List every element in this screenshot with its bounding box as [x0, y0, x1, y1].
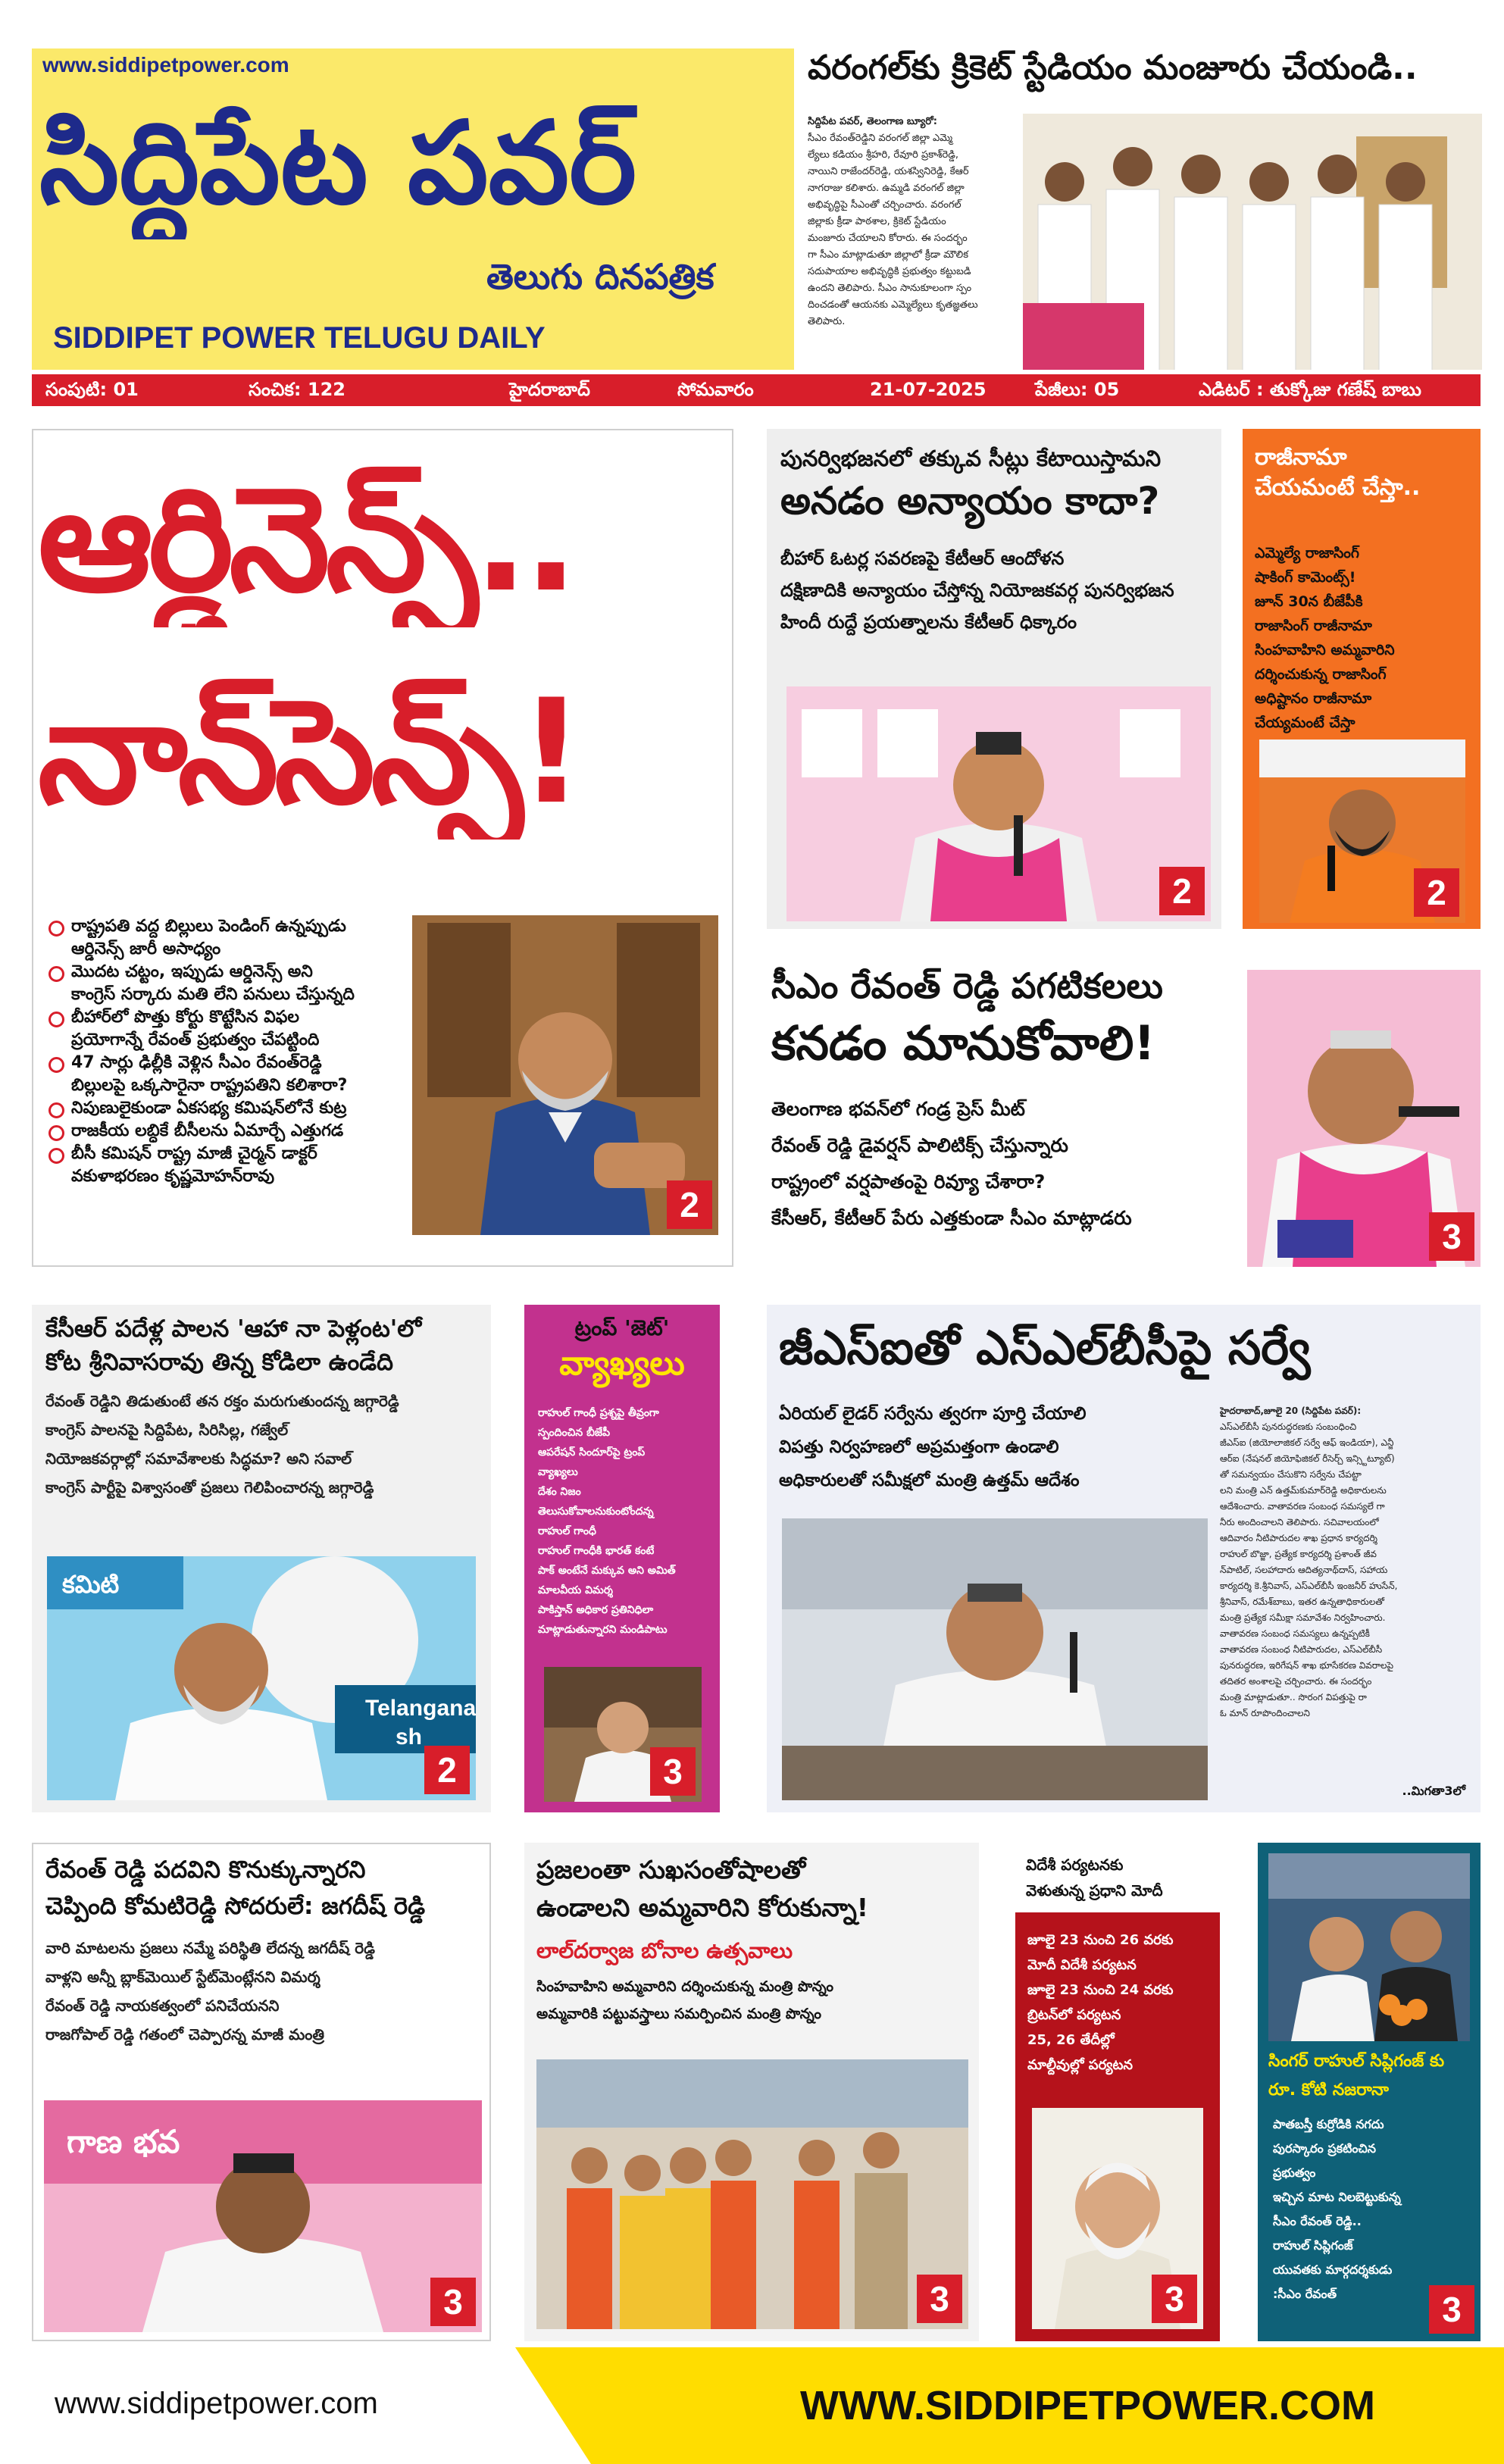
- modi-kicker: విదేశీ పర్యటనకు వెళుతున్న ప్రధాని మోదీ: [1015, 1843, 1220, 1912]
- photo-caption-text: sh: [396, 1724, 423, 1750]
- lead-bullet: నిపుణులైకుండా ఏకసభ్య కమిషన్‌లోనే కుట్ర: [47, 1097, 426, 1120]
- lead-bullet: మొదట చట్టం, ఇప్పుడు ఆర్డినెన్స్ అని కాంగ్రెస్ సర్కారు మతి లేని పనులు చేస్తున్నది: [47, 961, 426, 1006]
- bonalu-lines: సింహవాహిని అమ్మవారిని దర్శించుకున్న మంత్రి పొన్నం అమ్మవారికి పట్టువస్త్రాలు సమర్పించిన మంత్రి పొన్నం: [536, 1978, 834, 2022]
- info-pages: పేజీలు: 05: [1035, 379, 1120, 400]
- masthead-title: సిద్దిపేట పవర్: [39, 98, 637, 230]
- gandra-headline-1: సీఎం రేవంత్ రెడ్డి పగటికలలు: [771, 965, 1163, 1006]
- bonalu-photo: [536, 2059, 968, 2329]
- raja-kicker: రాజీనామా చేయమంటే చేస్తా..: [1255, 444, 1421, 501]
- page-ref-badge[interactable]: 3: [430, 2278, 476, 2326]
- page-ref-badge[interactable]: 3: [650, 1747, 696, 1796]
- info-date: 21-07-2025: [870, 379, 987, 400]
- bonalu-group-photo-illustration: [536, 2059, 968, 2329]
- ktr-kicker: పునర్విభజనలో తక్కువ సీట్లు కేటాయిస్తామని: [780, 446, 1162, 471]
- page-ref-badge[interactable]: 3: [1152, 2275, 1197, 2323]
- rahul-lines: పాతబస్తీ కుర్రోడికి నగదు పురస్కారం ప్రకటించిన ప్రభుత్వం ఇచ్చిన మాట నిలబెట్టుకున్న సీఎం రేవంత్ రెడ్డి.. రాహుల్ సిప్లిగంజ్ యువతకు మార్గదర్శకుడు :సీఎం రేవంత్: [1273, 2117, 1401, 2301]
- bonalu-headline-1: ప్రజలంతా సుఖసంతోషాలతో: [536, 1855, 806, 1884]
- info-day: సోమవారం: [677, 379, 754, 400]
- jaggareddy-story[interactable]: [32, 1305, 491, 1812]
- page-ref-badge[interactable]: 3: [1429, 1212, 1474, 1261]
- ktr-photo-illustration: [786, 686, 1211, 921]
- gandra-headline-2: కనడం మానుకోవాలి!: [771, 1015, 1155, 1071]
- gandra-lines: తెలంగాణ భవన్‌లో గండ్ర ప్రెస్ మీట్ రేవంత్ రెడ్డి డైవర్షన్ పాలిటిక్స్ చేస్తున్నారు రాష్ట్రంలో వర్షపాతంపై రివ్యూ చేశారా? కేసీఆర్, కేటీఆర్ పేరు ఎత్తకుండా సీఎం మాట్లాడరు: [771, 1098, 1132, 1229]
- footer-website-left[interactable]: www.siddipetpower.com: [55, 2387, 378, 2420]
- lead-bullet: రాజకీయ లబ్ధికే బీసీలను ఏమార్చే ఎత్తుగడ: [47, 1120, 426, 1143]
- jagadish-story[interactable]: [32, 1843, 491, 2341]
- slbc-photo: [782, 1518, 1208, 1800]
- slbc-column: హైదరాబాద్,జూలై 20 (సిద్దిపేట పవర్): ఎస్ఎల్‌బీసీ పునరుద్ధరణకు సంబంధించి జీఎస్ఐ (జియోలాజికల్ సర్వే ఆఫ్ ఇండియా), ఎన్జీ ఆర్ఐ (నేషనల్ జియోఫిజికల్ రీసెర్చ్ ఇన్స్టిట్యూట్) తో సమన్వయం చేసుకొని సర్వేను చేపట్టా లని మంత్రి ఎన్ ఉత్తమ్‌కుమార్‌రెడ్డి అధికారులను ఆదేశించారు. వాతావరణ సంబంధ సమస్యలే గా నీరు అందించాలని తెలిపారు. సచివాలయంలో ఆదివారం నీటిపారుదల శాఖ ప్రధాన కార్యదర్శి రాహుల్ బొజ్జా, ప్రత్యేక కార్యదర్శి ప్రశాంత్ జీవ న్‌పాటిల్, సలహాదారు ఆదిత్యనాథ్‌దాస్, సహాయ కార్యదర్శి కె.శ్రీనివాస్, ఎస్ఎల్‌బీసీ ఇంజనీర్ హుసేన్, శ్రీనివాస్, రమేశ్‌బాబు, ఇతర ఉన్నతాధికారులతో మంత్రి ప్రత్యేక సమీక్షా సమావేశం నిర్వహించారు. వాతావరణ సంబంధ సమస్యలు ఉన్నప్పటికీ వాతావరణ సంబంధ నీటిపారుదల, ఎస్ఎల్‌బీసీ పునరుద్ధరణ, ఇరిగేషన్ శాఖ భూసేకరణ వివరాలపై తదితర అంశాలపై చర్చించారు. ఈ సందర్భం మంత్రి మాట్లాడుతూ.. సొరంగ విపత్తుపై రా ఓ మాన్ రూపొందించాలని: [1220, 1406, 1398, 1718]
- rahul-sipligunj-photo-illustration: [1268, 1853, 1470, 2041]
- info-city: హైదరాబాద్: [509, 379, 590, 400]
- modi-story[interactable]: [1015, 1843, 1220, 2341]
- lead-bullet: బీహార్‌లో పొత్తు కోర్టు కొట్టేసిన విఫల ప్రయోగాన్నే రేవంత్ ప్రభుత్వం చేపట్టింది: [47, 1006, 426, 1052]
- ktr-lines: బీహార్ ఓటర్ల సవరణపై కేటీఆర్ ఆందోళన దక్షిణాదికి అన్యాయం చేస్తోన్న నియోజకవర్గ పునర్విభజన హిందీ రుద్దే ప్రయత్నాలను కేటీఆర్ ధిక్కారం: [780, 548, 1174, 633]
- info-bar: [32, 374, 1481, 406]
- jagadish-headline-2: చెప్పింది కోమటిరెడ్డి సోదరులే: జగదీష్ రెడ్డి: [45, 1893, 426, 1920]
- trump-photo: [544, 1667, 702, 1802]
- masthead-english: SIDDIPET POWER TELUGU DAILY: [53, 321, 546, 355]
- photo-caption-text: కమిటి: [62, 1570, 120, 1599]
- group-photo-illustration: [1023, 114, 1482, 370]
- footer-website-right[interactable]: WWW.SIDDIPETPOWER.COM: [800, 2383, 1375, 2428]
- slbc-headline: జీఎస్ఐతో ఎస్ఎల్‌బీసీపై సర్వే: [779, 1320, 1311, 1375]
- footer: [0, 2347, 1504, 2464]
- slbc-lines: ఏరియల్ లైడర్ సర్వేను త్వరగా పూర్తి చేయాలి విపత్తు నిర్వహణలో అప్రమత్తంగా ఉండాలి అధికారులతో సమీక్షలో మంత్రి ఉత్తమ్ ఆదేశం: [779, 1404, 1087, 1490]
- uttam-photo-illustration: [782, 1518, 1208, 1800]
- lead-headline-1: ఆర్డినెన్స్..: [38, 456, 574, 624]
- gandra-story[interactable]: [767, 955, 1481, 1273]
- lead-story[interactable]: [32, 429, 733, 1267]
- page-ref-badge[interactable]: 3: [1429, 2285, 1474, 2334]
- lead-bullet: రాష్ట్రపతి వద్ద బిల్లులు పెండింగ్ ఉన్నప్పుడు ఆర్డినెన్స్ జారీ అసాధ్యం: [47, 915, 426, 961]
- lead-headline-2: నాన్‌సెన్స్!: [38, 668, 580, 836]
- info-editor: ఎడిటర్ : తుక్కోజు గణేష్ బాబు: [1199, 379, 1421, 400]
- photo-caption-text: Telangana: [365, 1696, 476, 1721]
- raja-story[interactable]: [1243, 429, 1481, 929]
- jagadish-headline-1: రేవంత్ రెడ్డి పదవిని కొనుక్కున్నారని: [45, 1856, 366, 1884]
- masthead-website[interactable]: www.siddipetpower.com: [42, 53, 289, 77]
- slbc-continued[interactable]: ..మిగతా3లో: [1402, 1784, 1465, 1798]
- page-ref-badge[interactable]: 2: [424, 1746, 470, 1794]
- trump-lines: రాహుల్ గాంధీ ప్రశ్నపై తీవ్రంగా స్పందించిన బీజేపీ ఆపరేషన్ సిందూర్‌పై ట్రంప్ వ్యాఖ్యలు దేశం నిజం తెలుసుకోవాలనుకుంటోందన్న రాహుల్ గాంధీ రాహుల్ గాంధీకి భారత్ కంటే పాక్ అంటేనే మక్కువ అని అమిత్ మాలవీయ విమర్శ పాకిస్తాన్ అధికార ప్రతినిధిలా మాట్లాడుతున్నారని మండిపాటు: [538, 1407, 676, 1636]
- top-story: [808, 48, 1482, 370]
- jaggareddy-lines: రేవంత్ రెడ్డిని తిడుతుంటే తన రక్తం మరుగుతుందన్న జగ్గారెడ్డి కాంగ్రెస్ పాలనపై సిద్దిపేట, సిరిసిల్ల, గజ్వేల్ నియోజకవర్గాల్లో సమావేశాలకు సిద్ధమా? అని సవాల్ కాంగ్రెస్ పార్టీపై విశ్వాసంతో ప్రజలు గెలిపించారన్న జగ్గారెడ్డి: [45, 1392, 399, 1496]
- lead-bullets: [47, 915, 426, 1188]
- trump-story[interactable]: [524, 1305, 720, 1812]
- raja-lines: ఎమ్మెల్యే రాజాసింగ్ షాకింగ్ కామెంట్స్! జూన్ 30న బీజేపీకి రాజాసింగ్ రాజీనామా సింహవాహిని అమ్మవారిని దర్శించుకున్న రాజాసింగ్ అధిష్టానం రాజీనామా చేయ్యమంటే చేస్తా: [1255, 545, 1395, 731]
- page-ref-badge[interactable]: 2: [1414, 868, 1459, 917]
- page-ref-badge[interactable]: 3: [917, 2275, 962, 2323]
- jagadish-lines: వారి మాటలను ప్రజలు నమ్మే పరిస్థితి లేదన్న జగదీష్ రెడ్డి వాళ్లని అన్నీ బ్లాక్‌మెయిల్ స్టేట్‌మెంట్లేనని విమర్శ రేవంత్ రెడ్డి నాయకత్వంలో పనిచేయనని రాజగోపాల్ రెడ్డి గతంలో చెప్పారన్న మాజీ మంత్రి: [45, 1939, 375, 2043]
- lead-photo: [412, 915, 718, 1235]
- jagadish-photo: [44, 2100, 482, 2332]
- lead-bullet: 47 సార్లు ఢిల్లీకి వెళ్లిన సీఎం రేవంత్‌రెడ్డి బిల్లులపై ఒక్కసారైనా రాష్ట్రపతిని కలిశారా?: [47, 1052, 426, 1097]
- bonalu-sub: లాల్‌దర్వాజ బోనాల ఉత్సవాలు: [536, 1938, 793, 1963]
- rahul-story[interactable]: [1258, 1843, 1481, 2341]
- ktr-headline: అనడం అన్యాయం కాదా?: [780, 479, 1160, 523]
- info-issue: సంచిక: 122: [249, 379, 346, 400]
- top-story-photo: [1023, 114, 1482, 370]
- page-ref-badge[interactable]: 2: [667, 1180, 712, 1229]
- masthead-tagline: తెలుగు దినపత్రిక: [486, 256, 714, 297]
- trump-kicker: ట్రంప్ 'జెట్': [574, 1315, 670, 1340]
- lead-bullet: బీసీ కమిషన్ రాష్ట్ర మాజీ చైర్మన్ డాక్టర్ వకుళాభరణం కృష్ణమోహన్‌రావు: [47, 1143, 426, 1188]
- gandra-photo: [1247, 970, 1481, 1267]
- bonalu-story[interactable]: [524, 1843, 979, 2341]
- jaggareddy-headline-1: కేసీఆర్ పదేళ్ల పాలన 'ఆహా నా పెళ్లంట'లో: [45, 1315, 422, 1343]
- trump-headline: వ్యాఖ్యలు: [559, 1344, 685, 1383]
- bonalu-headline-2: ఉండాలని అమ్మవారిని కోరుకున్నా!: [536, 1893, 868, 1922]
- masthead-box: [32, 48, 794, 370]
- slbc-story[interactable]: [767, 1305, 1481, 1812]
- raja-photo: [1259, 740, 1465, 923]
- top-story-headline: వరంగల్‌కు క్రికెట్ స్టేడియం మంజూరు చేయండి..: [808, 48, 1418, 87]
- jaggareddy-headline-2: కోట శ్రీనివాసరావు తిన్న కోడిలా ఉండేది: [45, 1349, 394, 1376]
- modi-photo: [1032, 2108, 1203, 2329]
- info-volume: సంపుటి: 01: [45, 379, 139, 400]
- modi-lines: జూలై 23 నుంచి 26 వరకు మోదీ విదేశీ పర్యటన జూలై 23 నుంచి 24 వరకు బ్రిటన్‌లో పర్యటన 25, 26 తేదీల్లో మాల్దీవుల్లో పర్యటన: [1027, 1932, 1174, 2073]
- ktr-story[interactable]: [767, 429, 1221, 929]
- photo-caption-text: గాణ భవ: [67, 2123, 180, 2160]
- ktr-photo: [786, 686, 1211, 921]
- top-story-body: సిద్దిపేట పవర్, తెలంగాణ బ్యూరో: సీఎం రేవంత్‌రెడ్డిని వరంగల్ జిల్లా ఎమ్మె ల్యేలు కడియం శ్రీహరి, రేవూరి ప్రకాశ్‌రెడ్డి, నాయిని రాజేందర్‌రెడ్డి, యశస్వినిరెడ్డి, కేఆర్ నాగరాజు కలిశారు. ఉమ్మడి వరంగల్ జిల్లా అభివృద్ధిపై సీఎంతో చర్చించారు. వరంగల్ జిల్లాకు క్రీడా పాఠశాల, క్రికెట్ స్టేడియం మంజూరు చేయాలని కోరారు. ఈ సందర్భం గా సీఎం మాట్లాడుతూ జిల్లాలో క్రీడా మౌలిక సదుపాయాల అభివృద్ధికి ప్రభుత్వం కట్టుబడి ఉందని తెలిపారు. సీఎం సానుకూలంగా స్పం దించడంతో ఆయనకు ఎమ్మెల్యేలు కృతజ్ఞతలు తెలిపారు.: [808, 116, 978, 327]
- rahul-photo: [1268, 1853, 1470, 2041]
- page-ref-badge[interactable]: 2: [1159, 867, 1205, 915]
- jaggareddy-photo: [47, 1556, 476, 1800]
- rahul-kicker: సింగర్ రాహుల్ సిప్లిగంజ్ కు రూ. కోటి నజరానా: [1268, 2052, 1445, 2100]
